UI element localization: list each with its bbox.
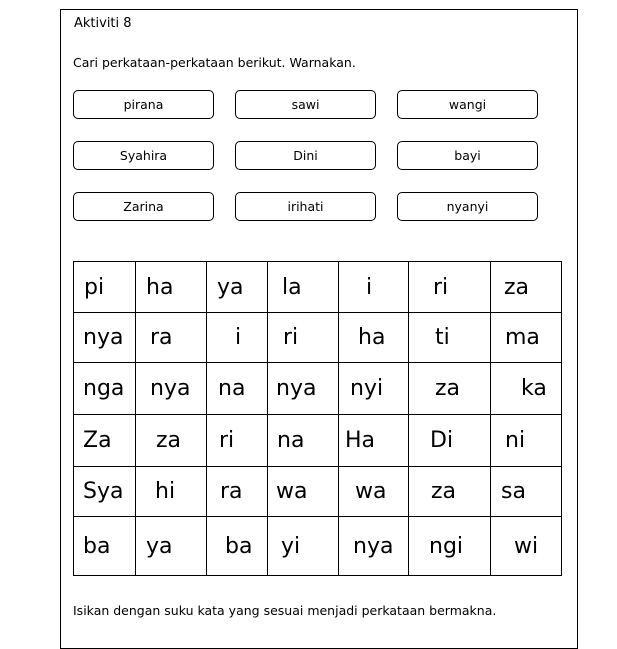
grid-cell: za (491, 262, 562, 313)
syllable-grid (73, 261, 562, 576)
activity-title: Aktiviti 8 (74, 16, 132, 31)
grid-cell: ha (339, 313, 409, 363)
grid-cell: za (409, 467, 491, 517)
instruction-text: Cari perkataan-perkataan berikut. Warnakan. (73, 55, 356, 70)
word-box: Syahira (73, 141, 214, 170)
word-box: Dini (235, 141, 376, 170)
word-box: Zarina (73, 192, 214, 221)
grid-cell: za (409, 363, 491, 415)
grid-cell: ba (74, 517, 136, 576)
grid-cell: nga (74, 363, 136, 415)
grid-row (74, 313, 562, 363)
grid-cell: la (268, 262, 339, 313)
grid-cell: ri (268, 313, 339, 363)
word-box: nyanyi (397, 192, 538, 221)
grid-cell: za (136, 415, 207, 467)
grid-cell: na (268, 415, 339, 467)
word-box: bayi (397, 141, 538, 170)
grid-cell: nya (74, 313, 136, 363)
footer-instruction: Isikan dengan suku kata yang sesuai menjadi perkataan bermakna. (73, 603, 497, 618)
grid-cell: na (207, 363, 268, 415)
grid-cell: wa (268, 467, 339, 517)
word-box: wangi (397, 90, 538, 119)
grid-cell: hi (136, 467, 207, 517)
grid-cell: ya (136, 517, 207, 576)
grid-cell: sa (491, 467, 562, 517)
grid-row (74, 363, 562, 415)
grid-cell: ka (491, 363, 562, 415)
grid-cell: ri (207, 415, 268, 467)
word-box: pirana (73, 90, 214, 119)
grid-cell: ma (491, 313, 562, 363)
grid-cell: Di (409, 415, 491, 467)
grid-cell: ti (409, 313, 491, 363)
grid-row (74, 415, 562, 467)
grid-row (74, 467, 562, 517)
grid-cell: ha (136, 262, 207, 313)
grid-cell: Za (74, 415, 136, 467)
grid-row (74, 517, 562, 576)
grid-cell: ngi (409, 517, 491, 576)
grid-row (74, 262, 562, 313)
grid-cell: ba (207, 517, 268, 576)
grid-cell: wi (491, 517, 562, 576)
grid-cell: nya (339, 517, 409, 576)
grid-cell: nya (268, 363, 339, 415)
grid-cell: ri (409, 262, 491, 313)
grid-cell: wa (339, 467, 409, 517)
grid-cell: i (339, 262, 409, 313)
word-box: sawi (235, 90, 376, 119)
grid-cell: pi (74, 262, 136, 313)
grid-cell: ni (491, 415, 562, 467)
grid-cell: Ha (339, 415, 409, 467)
grid-cell: Sya (74, 467, 136, 517)
grid-cell: nya (136, 363, 207, 415)
grid-cell: yi (268, 517, 339, 576)
word-box: irihati (235, 192, 376, 221)
grid-cell: ya (207, 262, 268, 313)
grid-cell: nyi (339, 363, 409, 415)
grid-cell: i (207, 313, 268, 363)
grid-cell: ra (207, 467, 268, 517)
grid-cell: ra (136, 313, 207, 363)
